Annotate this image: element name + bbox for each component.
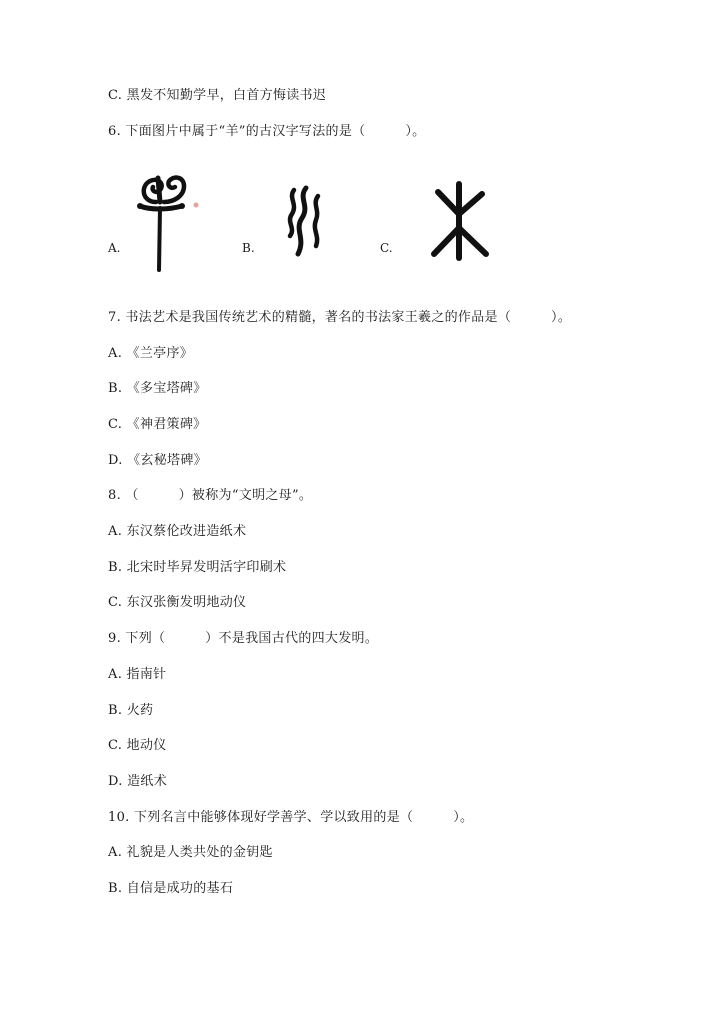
q6-option-c-label: C. — [380, 241, 393, 255]
q10-stem: 10. 下列名言中能够体现好学善学、学以致用的是（ ）。 — [108, 810, 474, 825]
q9-option-a: A. 指南针 — [108, 667, 167, 682]
q10-option-a: A. 礼貌是人类共处的金钥匙 — [108, 845, 273, 860]
q7-option-d: D. 《玄秘塔碑》 — [108, 453, 207, 468]
q5-option-c: C. 黑发不知勤学早，白首方悔读书迟 — [108, 88, 327, 103]
q9-stem: 9. 下列（ ）不是我国古代的四大发明。 — [108, 631, 379, 646]
q6-option-b-label: B. — [242, 241, 255, 255]
q9-option-d: D. 造纸术 — [108, 774, 168, 789]
ram-horns-glyph-icon — [132, 172, 208, 274]
q6-stem: 6. 下面图片中属于“羊”的古汉字写法的是（ ）。 — [108, 124, 426, 139]
q9-option-c: C. 地动仪 — [108, 738, 167, 753]
q9-option-b: B. 火药 — [108, 703, 154, 718]
wood-glyph-icon — [428, 180, 492, 262]
q6-option-a-label: A. — [108, 241, 121, 255]
q7-option-b: B. 《多宝塔碑》 — [108, 381, 207, 396]
q8-option-c: C. 东汉张衡发明地动仪 — [108, 595, 247, 610]
q8-option-b: B. 北宋时毕昇发明活字印刷术 — [108, 560, 287, 575]
q8-stem: 8. （ ）被称为“文明之母”。 — [108, 488, 313, 503]
q7-stem: 7. 书法艺术是我国传统艺术的精髓，著名的书法家王羲之的作品是（ ）。 — [108, 310, 572, 325]
water-glyph-icon — [282, 184, 326, 260]
q8-option-a: A. 东汉蔡伦改进造纸术 — [108, 524, 247, 539]
q10-option-b: B. 自信是成功的基石 — [108, 881, 234, 896]
q7-option-c: C. 《神君策碑》 — [108, 417, 207, 432]
q7-option-a: A. 《兰亭序》 — [108, 346, 194, 361]
